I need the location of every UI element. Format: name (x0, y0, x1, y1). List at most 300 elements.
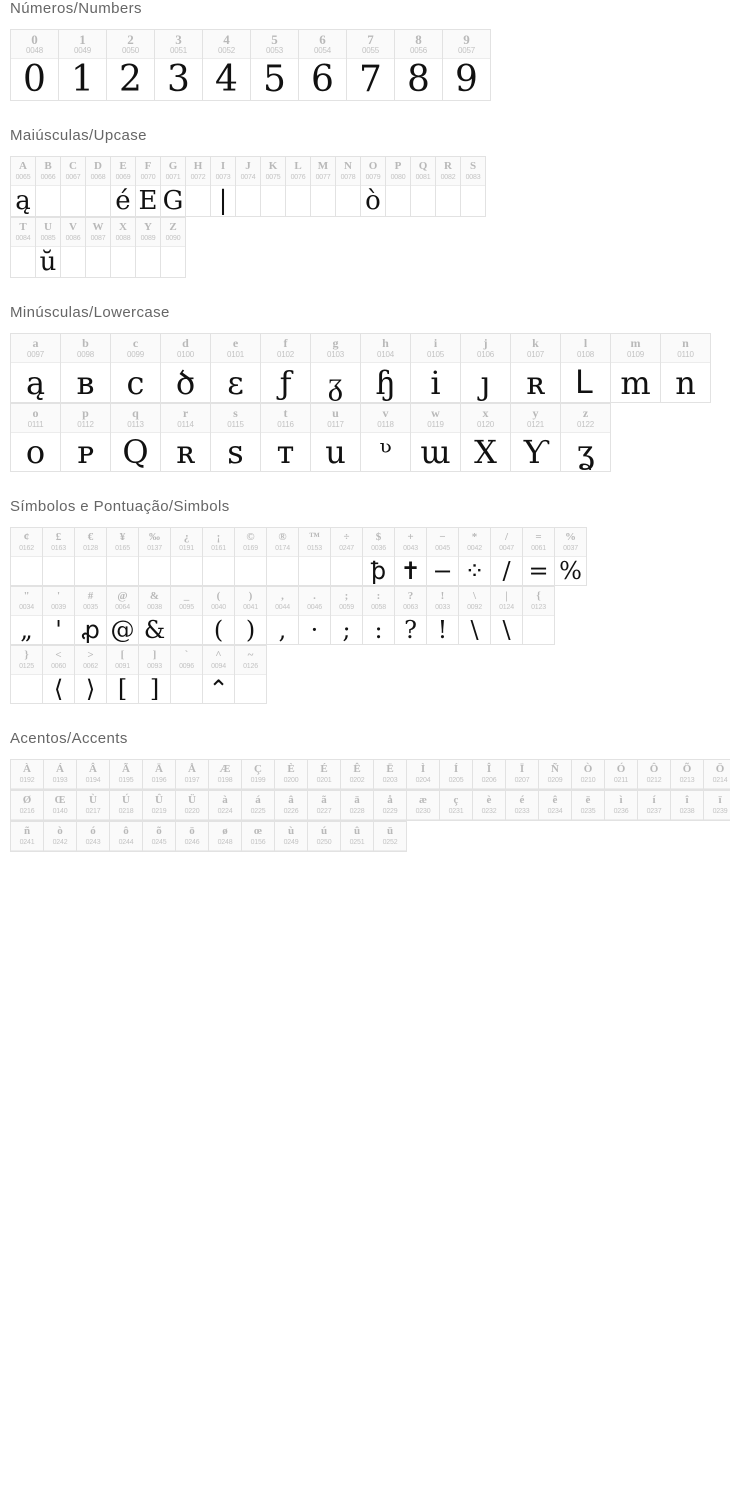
glyph-cell[interactable] (411, 157, 436, 217)
glyph-cell[interactable] (311, 334, 361, 403)
glyph-cell-header (506, 791, 538, 820)
glyph-cell[interactable] (347, 30, 395, 101)
glyph-cell-header (136, 218, 160, 247)
glyph-cell[interactable] (572, 791, 605, 821)
glyph-code-label: 0197 (184, 777, 200, 784)
glyph-cell[interactable] (77, 791, 110, 821)
glyph-cell[interactable] (171, 646, 203, 704)
glyph-cell[interactable] (176, 760, 209, 790)
glyph-cell[interactable] (44, 760, 77, 790)
glyph-cell[interactable] (395, 30, 443, 101)
glyph-cell[interactable] (638, 791, 671, 821)
glyph-char-label: = (535, 531, 542, 543)
glyph-cell[interactable] (203, 30, 251, 101)
glyph-cell-header (61, 334, 110, 363)
glyph-cell[interactable] (211, 404, 261, 472)
glyph-char-label: @ (117, 590, 128, 602)
glyph-cell[interactable] (236, 157, 261, 217)
glyph-cell[interactable] (242, 760, 275, 790)
glyph-cell[interactable] (374, 822, 407, 852)
glyph-cell[interactable] (506, 760, 539, 790)
glyph-cell-header (261, 157, 285, 186)
glyph-cell[interactable] (136, 218, 161, 278)
glyph-cell[interactable] (638, 760, 671, 790)
glyph-cell[interactable] (491, 587, 523, 645)
glyph-cell-header (77, 760, 109, 789)
glyph-cell[interactable] (61, 157, 86, 217)
glyph-cell[interactable] (308, 760, 341, 790)
glyph-cell[interactable] (411, 404, 461, 472)
glyph-cell[interactable] (235, 528, 267, 586)
glyph-code-label: 0049 (74, 46, 91, 55)
glyph-cell[interactable] (11, 646, 43, 704)
glyph-cell[interactable] (261, 157, 286, 217)
glyph-cell[interactable] (44, 822, 77, 852)
glyph-cell[interactable] (299, 587, 331, 645)
glyph-cell[interactable] (440, 791, 473, 821)
glyph-code-label: 0083 (465, 174, 481, 181)
glyph-render: u (325, 433, 346, 471)
glyph-cell-header (336, 157, 360, 186)
glyph-cell-header (251, 30, 298, 59)
glyph-cell[interactable] (704, 791, 730, 821)
glyph-char-label: ^ (215, 649, 222, 661)
glyph-cell[interactable] (461, 334, 511, 403)
glyph-render: ᴛ (276, 433, 295, 471)
glyph-char-label: ` (184, 649, 189, 661)
glyph-cell[interactable] (395, 528, 427, 586)
glyph-cell-header (407, 760, 439, 789)
glyph-cell[interactable] (704, 760, 730, 790)
glyph-cell[interactable] (11, 404, 61, 472)
glyph-cell-header (11, 587, 42, 616)
glyph-cell[interactable] (107, 528, 139, 586)
glyph-cell-header (161, 218, 185, 247)
glyph-char-label: g (332, 336, 339, 350)
glyph-cell[interactable] (161, 157, 186, 217)
glyph-cell[interactable] (443, 30, 491, 101)
glyph-cell[interactable] (261, 334, 311, 403)
glyph-cell[interactable] (209, 760, 242, 790)
glyph-cell[interactable] (261, 404, 311, 472)
glyph-cell[interactable] (11, 334, 61, 403)
glyph-cell[interactable] (136, 157, 161, 217)
glyph-render (75, 557, 106, 585)
glyph-code-label: 0219 (151, 808, 167, 815)
glyph-code-label: 0055 (362, 46, 379, 55)
glyph-cell[interactable] (331, 587, 363, 645)
glyph-cell-header (136, 157, 160, 186)
glyph-code-label: 0252 (382, 839, 398, 846)
glyph-cell[interactable] (275, 822, 308, 852)
glyph-char-label: Í (453, 763, 459, 775)
glyph-cell-header (473, 791, 505, 820)
glyph-render: \ (502, 616, 511, 644)
glyph-cell[interactable] (110, 791, 143, 821)
glyph-cell[interactable] (209, 822, 242, 852)
glyph-cell-header (341, 760, 373, 789)
glyph-char-label: ñ (23, 825, 31, 837)
glyph-char-label: 9 (463, 32, 470, 47)
glyph-cell[interactable] (11, 218, 36, 278)
glyph-cell[interactable] (11, 587, 43, 645)
glyph-char-label: ™ (309, 531, 320, 543)
glyph-cell[interactable] (161, 218, 186, 278)
glyph-cell[interactable] (107, 646, 139, 704)
glyph-cell[interactable] (299, 30, 347, 101)
glyph-cell[interactable] (36, 157, 61, 217)
glyph-cell[interactable] (267, 587, 299, 645)
glyph-cell-header (605, 791, 637, 820)
glyph-cell-header (44, 760, 76, 789)
glyph-cell[interactable] (374, 760, 407, 790)
glyph-cell-header (44, 822, 76, 851)
glyph-char-label: Å (188, 763, 196, 775)
glyph-cell[interactable] (211, 157, 236, 217)
glyph-render: ʀ (176, 433, 195, 471)
glyph-code-label: 0163 (51, 545, 66, 552)
glyph-code-label: 0100 (177, 350, 194, 359)
glyph-cell[interactable] (235, 646, 267, 704)
glyph-cell[interactable] (11, 30, 59, 101)
glyph-render: ꜱ (227, 433, 244, 471)
glyph-code-label: 0210 (580, 777, 596, 784)
glyph-code-label: 0113 (127, 420, 144, 429)
glyph-cell[interactable] (395, 587, 427, 645)
glyph-cell-header (539, 760, 571, 789)
glyph-cell-header (363, 528, 394, 557)
glyph-cell[interactable] (411, 334, 461, 403)
glyph-cell-header (411, 404, 460, 433)
glyph-cell[interactable] (61, 218, 86, 278)
glyph-cell[interactable] (110, 822, 143, 852)
glyph-render: „ (20, 616, 33, 644)
glyph-char-label: e (232, 336, 239, 350)
glyph-code-label: 0137 (147, 545, 162, 552)
glyph-cell[interactable] (361, 334, 411, 403)
glyph-cell[interactable] (523, 528, 555, 586)
glyph-cell[interactable] (209, 791, 242, 821)
glyph-cell[interactable] (107, 587, 139, 645)
glyph-cell-header (236, 157, 260, 186)
glyph-cell[interactable] (143, 822, 176, 852)
glyph-cell[interactable] (374, 791, 407, 821)
glyph-cell[interactable] (361, 404, 411, 472)
glyph-render (36, 186, 60, 216)
glyph-char-label: 8 (415, 32, 422, 47)
glyph-cell[interactable] (473, 760, 506, 790)
glyph-row (10, 527, 587, 586)
glyph-cell[interactable] (111, 334, 161, 403)
glyph-cell[interactable] (671, 760, 704, 790)
glyph-cell-header (209, 760, 241, 789)
glyph-cell[interactable] (363, 587, 395, 645)
glyph-cell[interactable] (459, 587, 491, 645)
glyph-render (461, 186, 485, 216)
glyph-cell[interactable] (242, 791, 275, 821)
glyph-cell[interactable] (36, 218, 61, 278)
glyph-cell[interactable] (59, 30, 107, 101)
glyph-cell-header (523, 587, 554, 616)
glyph-cell-header (427, 587, 458, 616)
glyph-char-label: − (439, 531, 446, 543)
glyph-cell-header (661, 334, 710, 363)
glyph-cell-header (211, 157, 235, 186)
glyph-cell[interactable] (308, 791, 341, 821)
glyph-cell[interactable] (461, 157, 486, 217)
glyph-cell[interactable] (331, 528, 363, 586)
glyph-cell[interactable] (267, 528, 299, 586)
glyph-cell[interactable] (176, 791, 209, 821)
glyph-cell[interactable] (286, 157, 311, 217)
glyph-cell[interactable] (43, 646, 75, 704)
glyph-render: ą (15, 186, 31, 216)
glyph-cell-header (11, 528, 42, 557)
glyph-cell-header (75, 587, 106, 616)
glyph-render: ą (25, 363, 46, 402)
glyph-cell[interactable] (611, 334, 661, 403)
glyph-char-label: Ç (254, 763, 262, 775)
glyph-cell[interactable] (671, 791, 704, 821)
glyph-cell[interactable] (308, 822, 341, 852)
glyph-render: ' (55, 616, 62, 644)
glyph-cell[interactable] (139, 646, 171, 704)
glyph-code-label: 0074 (240, 174, 256, 181)
glyph-cell-header (11, 30, 58, 59)
glyph-cell[interactable] (139, 528, 171, 586)
glyph-cell[interactable] (143, 760, 176, 790)
section-title: Números/Numbers (10, 0, 142, 17)
glyph-char-label: â (288, 794, 294, 806)
glyph-cell[interactable] (459, 528, 491, 586)
glyph-cell[interactable] (43, 587, 75, 645)
glyph-cell[interactable] (11, 157, 36, 217)
glyph-cell-header (203, 587, 234, 616)
glyph-cell[interactable] (311, 157, 336, 217)
glyph-cell[interactable] (275, 791, 308, 821)
glyph-cell[interactable] (75, 528, 107, 586)
glyph-cell[interactable] (523, 587, 555, 645)
glyph-cell[interactable] (275, 760, 308, 790)
glyph-code-label: 0120 (477, 420, 494, 429)
glyph-char-label: ö (189, 825, 195, 837)
glyph-cell[interactable] (436, 157, 461, 217)
glyph-cell[interactable] (561, 334, 611, 403)
glyph-char-label: I (220, 160, 226, 172)
section-title: Minúsculas/Lowercase (10, 304, 170, 321)
glyph-cell-header (347, 30, 394, 59)
glyph-cell[interactable] (440, 760, 473, 790)
glyph-code-label: 0036 (371, 545, 386, 552)
glyph-cell[interactable] (336, 157, 361, 217)
glyph-cell[interactable] (75, 646, 107, 704)
glyph-code-label: 0062 (83, 663, 98, 670)
glyph-char-label: y (532, 406, 539, 420)
glyph-char-label: Ó (616, 763, 626, 775)
glyph-cell[interactable] (11, 822, 44, 852)
glyph-cell[interactable] (75, 587, 107, 645)
glyph-cell[interactable] (407, 760, 440, 790)
glyph-render (236, 186, 260, 216)
glyph-cell[interactable] (511, 334, 561, 403)
glyph-cell[interactable] (139, 587, 171, 645)
glyph-cell[interactable] (407, 791, 440, 821)
glyph-cell[interactable] (11, 791, 44, 821)
glyph-cell-header (311, 157, 335, 186)
glyph-cell[interactable] (361, 157, 386, 217)
glyph-code-label: 0087 (90, 235, 106, 242)
glyph-char-label: Õ (682, 763, 692, 775)
glyph-cell[interactable] (77, 760, 110, 790)
glyph-cell-header (110, 822, 142, 851)
glyph-row (10, 29, 491, 101)
glyph-cell-header (440, 791, 472, 820)
glyph-cell[interactable] (311, 404, 361, 472)
glyph-cell[interactable] (427, 528, 459, 586)
glyph-render: ƒ (279, 363, 292, 402)
glyph-code-label: 0212 (646, 777, 662, 784)
glyph-cell-header (395, 30, 442, 59)
glyph-code-label: 0105 (427, 350, 444, 359)
glyph-cell[interactable] (511, 404, 561, 472)
glyph-char-label: H (193, 160, 203, 172)
glyph-cell[interactable] (176, 822, 209, 852)
glyph-cell[interactable] (203, 587, 235, 645)
glyph-char-label: ÷ (343, 531, 350, 543)
glyph-cell[interactable] (473, 791, 506, 821)
glyph-cell[interactable] (363, 528, 395, 586)
glyph-cell[interactable] (143, 791, 176, 821)
glyph-render: é (115, 186, 131, 216)
glyph-cell-header (235, 646, 266, 675)
glyph-cell[interactable] (539, 760, 572, 790)
glyph-cell-header (311, 404, 360, 433)
glyph-cell[interactable] (155, 30, 203, 101)
glyph-cell[interactable] (161, 404, 211, 472)
glyph-cell-header (704, 760, 730, 789)
glyph-cell[interactable] (491, 528, 523, 586)
section-title: Símbolos e Pontuação/Simbols (10, 498, 230, 515)
glyph-render (286, 186, 310, 216)
glyph-cell[interactable] (171, 587, 203, 645)
glyph-cell[interactable] (341, 822, 374, 852)
glyph-char-label: D (94, 160, 102, 172)
glyph-cell[interactable] (107, 30, 155, 101)
glyph-cell[interactable] (539, 791, 572, 821)
glyph-cell[interactable] (61, 404, 111, 472)
glyph-char-label: P (394, 160, 402, 172)
glyph-cell-header (211, 404, 260, 433)
glyph-render (311, 186, 335, 216)
glyph-cell[interactable] (427, 587, 459, 645)
glyph-code-label: 0091 (115, 663, 130, 670)
glyph-cell[interactable] (235, 587, 267, 645)
glyph-render (111, 247, 135, 277)
glyph-cell[interactable] (111, 404, 161, 472)
glyph-cell[interactable] (86, 218, 111, 278)
glyph-cell-header (161, 334, 210, 363)
glyph-row (10, 403, 611, 472)
glyph-cell-header (261, 334, 310, 363)
glyph-cell[interactable] (386, 157, 411, 217)
glyph-char-label: l (583, 336, 588, 350)
glyph-cell[interactable] (341, 791, 374, 821)
glyph-cell[interactable] (461, 404, 511, 472)
glyph-cell[interactable] (86, 157, 111, 217)
glyph-cell-header (107, 646, 138, 675)
glyph-cell[interactable] (555, 528, 587, 586)
glyph-char-label: Ü (188, 794, 196, 806)
glyph-cell[interactable] (186, 157, 211, 217)
glyph-render: 2 (119, 59, 142, 100)
glyph-cell-header (407, 791, 439, 820)
glyph-char-label: Ø (22, 794, 32, 806)
section-numbers (0, 0, 730, 101)
glyph-char-label: C (69, 160, 77, 172)
glyph-code-label: 0045 (435, 545, 450, 552)
glyph-cell[interactable] (203, 646, 235, 704)
glyph-cell[interactable] (11, 760, 44, 790)
glyph-cell[interactable] (110, 760, 143, 790)
glyph-render: ʓ (576, 433, 595, 471)
glyph-cell[interactable] (11, 528, 43, 586)
glyph-render: ȷ (480, 363, 491, 402)
glyph-cell[interactable] (111, 157, 136, 217)
glyph-code-label: 0204 (415, 777, 431, 784)
glyph-char-label: $ (375, 531, 382, 543)
glyph-cell-header (671, 760, 703, 789)
glyph-cell[interactable] (211, 334, 261, 403)
glyph-code-label: 0231 (448, 808, 464, 815)
section-title: Acentos/Accents (10, 730, 128, 747)
glyph-cell[interactable] (561, 404, 611, 472)
glyph-cell-header (36, 157, 60, 186)
glyph-render: ᴩ (76, 433, 95, 471)
glyph-cell[interactable] (171, 528, 203, 586)
glyph-cell[interactable] (43, 528, 75, 586)
glyph-code-label: 0077 (315, 174, 331, 181)
glyph-cell[interactable] (61, 334, 111, 403)
glyph-cell[interactable] (251, 30, 299, 101)
glyph-cell[interactable] (203, 528, 235, 586)
glyph-cell[interactable] (242, 822, 275, 852)
glyph-cell-header (11, 822, 43, 851)
glyph-cell[interactable] (341, 760, 374, 790)
glyph-cell-header (111, 334, 160, 363)
glyph-cell[interactable] (506, 791, 539, 821)
glyph-cell[interactable] (661, 334, 711, 403)
glyph-char-label: ò (57, 825, 63, 837)
glyph-render: ò (365, 186, 381, 216)
glyph-cell[interactable] (161, 334, 211, 403)
glyph-char-label: Ã (122, 763, 130, 775)
glyph-code-label: 0235 (580, 808, 596, 815)
glyph-cell-header (139, 646, 170, 675)
glyph-cell[interactable] (572, 760, 605, 790)
glyph-cell[interactable] (605, 791, 638, 821)
glyph-code-label: 0233 (514, 808, 530, 815)
glyph-cell[interactable] (299, 528, 331, 586)
glyph-cell[interactable] (111, 218, 136, 278)
glyph-code-label: 0205 (448, 777, 464, 784)
glyph-cell[interactable] (44, 791, 77, 821)
glyph-code-label: 0140 (52, 808, 68, 815)
glyph-char-label: € (87, 531, 94, 543)
glyph-cell[interactable] (77, 822, 110, 852)
glyph-cell[interactable] (605, 760, 638, 790)
glyph-cell-header (440, 760, 472, 789)
glyph-char-label: 5 (271, 32, 278, 47)
